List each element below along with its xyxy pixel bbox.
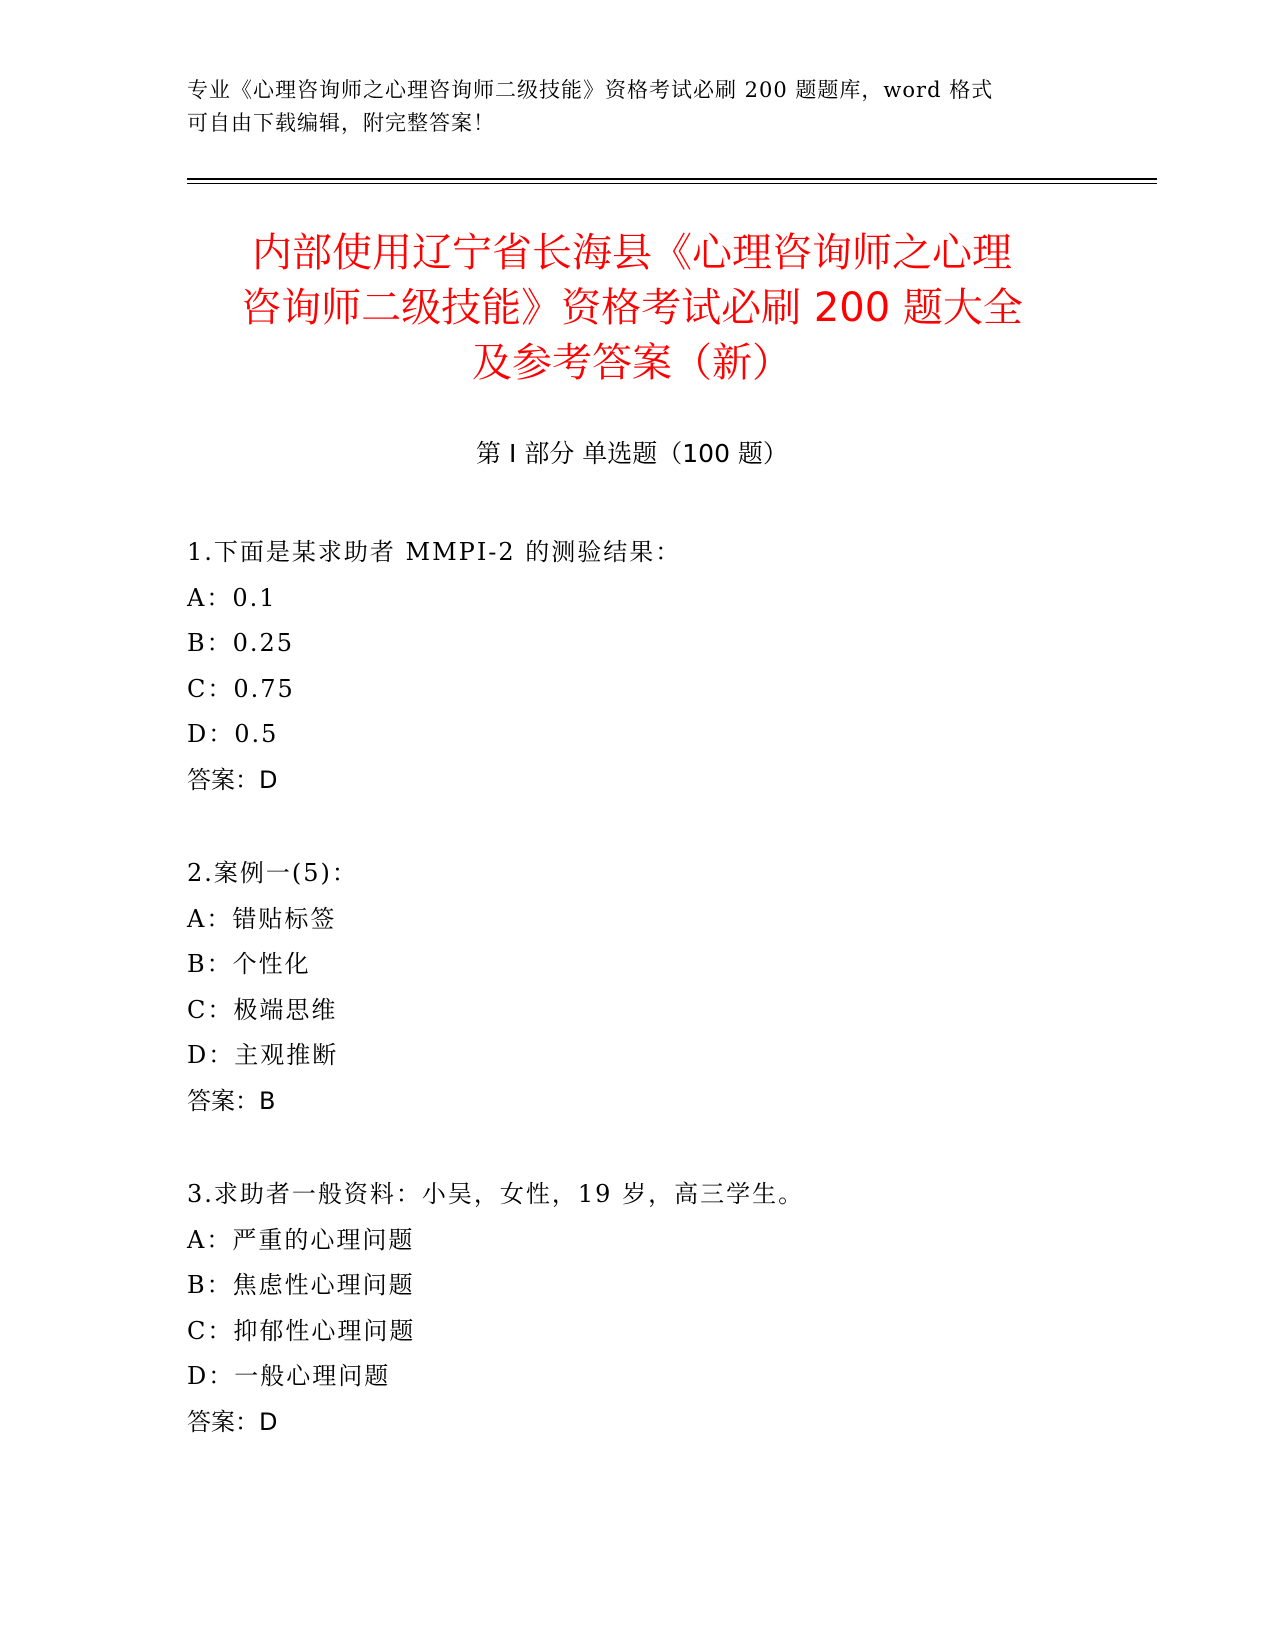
header-note	[187, 74, 1067, 140]
option-a: A：0.1	[187, 583, 277, 612]
option-d: D：主观推断	[187, 1041, 339, 1069]
question-2	[187, 851, 1087, 1124]
answer-line: 答案：D	[187, 765, 278, 794]
question-stem: 2.案例一(5)：	[187, 859, 358, 887]
option-b: B：0.25	[187, 629, 295, 657]
header-divider	[187, 178, 1157, 184]
question-stem: 3.求助者一般资料：小吴，女性，19 岁，高三学生。	[187, 1180, 805, 1208]
option-b: B：个性化	[187, 950, 311, 978]
option-b: B：焦虑性心理问题	[187, 1271, 415, 1299]
document-title-line-3: 及参考答案（新）	[472, 340, 792, 386]
answer-line: 答案：B	[187, 1086, 276, 1115]
document-title-line-1: 内部使用辽宁省长海县《心理咨询师之心理	[252, 230, 1012, 276]
option-c: C：0.75	[187, 674, 295, 703]
document-title	[187, 226, 1077, 391]
question-stem: 1.下面是某求助者 MMPI-2 的测验结果：	[187, 538, 682, 566]
header-note-line-2: 可自由下载编辑，附完整答案！	[187, 111, 495, 135]
option-d: D：一般心理问题	[187, 1362, 391, 1390]
header-note-line-1: 专业《心理咨询师之心理咨询师二级技能》资格考试必刷 200 题题库，word 格式	[187, 78, 994, 102]
option-c: C：抑郁性心理问题	[187, 1316, 416, 1345]
answer-line: 答案：D	[187, 1407, 278, 1436]
question-1	[187, 530, 1087, 803]
section-title: 第 I 部分 单选题（100 题）	[476, 439, 788, 468]
option-c: C：极端思维	[187, 995, 338, 1024]
document-title-line-2: 咨询师二级技能》资格考试必刷 200 题大全	[241, 285, 1023, 331]
option-a: A：严重的心理问题	[187, 1225, 415, 1254]
question-3	[187, 1172, 1087, 1445]
option-d: D：0.5	[187, 720, 279, 748]
option-a: A：错贴标签	[187, 904, 337, 933]
question-list	[187, 530, 1087, 1493]
